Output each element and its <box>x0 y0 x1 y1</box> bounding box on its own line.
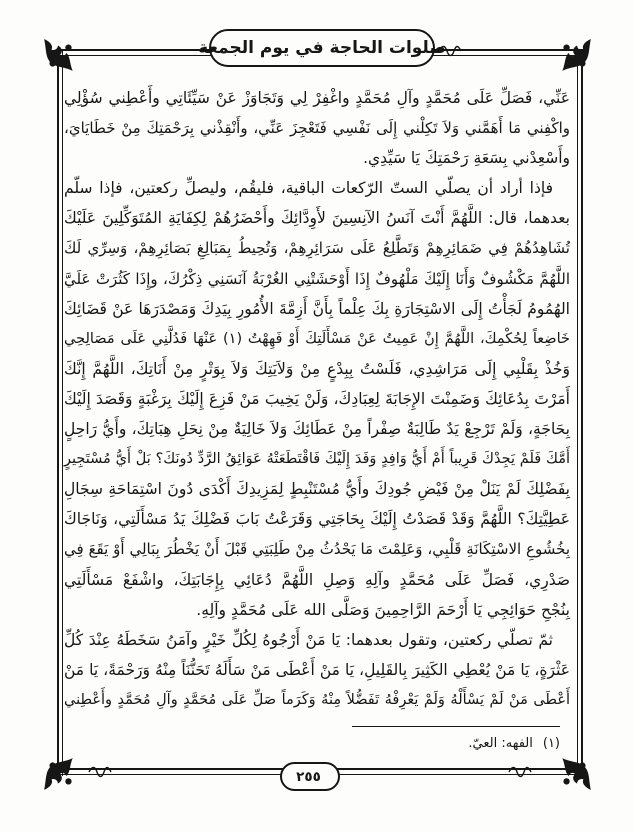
footnote-separator <box>352 726 560 727</box>
page-number-cartouche <box>280 762 340 791</box>
text-line: صَدْرِي، فَصَلِّ عَلَى مُحَمَّدٍ وآلِهِ وَصِلِ اللَّهُمَّ دُعَائِي بِإِجَابَتِكَ، واشْفَعْ مَسْأَلَتِي <box>64 570 570 589</box>
text-line: عَثْرَةٍ، يَا مَنْ يُعْطِي الكَثِيرَ بِالقَلِيلِ، يَا مَنْ أَعْطَى مَنْ سَأَلَهُ تَحَنُّنَاً مِنْهُ وَرَحْمَةً، يَا مَنْ <box>64 660 570 679</box>
text-line: واكْفِني مَا أَهَمَّني وَلاَ تَكِلْني إِلَى نَفْسِي فَتَعْجِزَ عَنِّي، وأَنْقِذْني بِرَحْمَتِكَ مِنْ خَطَايَايَ، <box>64 119 570 138</box>
page-title: صلوات الحاجة في يوم الجمعة <box>198 37 446 58</box>
text-line: فإذا أراد أن يصلّي الستّ الرّكعات الباقية، فليقُم، وليصلِّ ركعتين، فإذا سلّم <box>64 179 553 198</box>
floral-corner-ornament-icon <box>556 755 594 793</box>
ribbon-squiggle-icon <box>508 765 532 778</box>
chapter-title-cartouche <box>198 29 446 67</box>
floral-corner-ornament-icon <box>41 36 79 74</box>
body-text <box>64 83 570 715</box>
text-line: الهُمُومُ لَجَأْتُ إِلَى الاسْتِجَارَةِ بِكَ عِلْماً بِأَنَّ أَزِمَّةَ الأُمُورِ بِيَدِكَ وَمَصْدَرَهَا عَنْ قَضَائِكَ <box>64 299 570 318</box>
text-line: عَنِّي، فَصَلِّ عَلَى مُحَمَّدٍ وآلِ مُحَمَّدٍ واغْفِرْ لِي وَتَجَاوَزْ عَنْ سَيِّئَاتِي وأَعْطِني سُؤْلِي <box>64 89 570 107</box>
footnote <box>468 736 560 751</box>
page-number: ٢٥٥ <box>296 768 321 785</box>
ribbon-squiggle-icon <box>88 765 112 778</box>
text-line: أَمَّكَ فَلَمْ يَجِدْكَ قَرِيباً أَمْ أَيُّ وَافِدٍ وَفَدَ إِلَيْكَ فَاقْتَطَعَتْهُ عَوَائِقُ الرَّدِّ دُونَكَ؟ بَلْ أَيُّ مُسْتَجِيرٍ <box>64 451 570 468</box>
text-line: خَاضِعاً لِحُكْمِكَ، اللَّهُمَّ إِنْ عَمِيتُ عَنْ مَسْأَلَتِكَ أَوْ فَهِهْتُ (١) عَنْهَا فَدُلَّنِي عَلَى مَصَالِحِي <box>64 330 570 347</box>
text-line: أَمَرْتَ بِدُعَائِكَ وَضَمِنْتَ الإِجَابَةَ لِعِبَادِكَ، وَلَنْ يَخِيبَ مَنْ فَزِعَ إِلَيْكَ بِرَغْبَةٍ وَقَصَدَ إِلَيْكَ <box>64 389 570 408</box>
text-line: وَخُذْ بِقَلْبِي إِلَى مَرَاشِدِي، فَلَسْتُ بِبِدْعٍ مِنْ وَلاَيَتِكَ وَلاَ بِوَتْرٍ مِنْ أَنَاتِكَ، اللَّهُمَّ إِنَّكَ <box>64 359 570 378</box>
text-line: بِحَاجَةٍ، وَلَمْ تَرْجِعْ يَدٌ طَالِبَةٌ صِفْراً مِنْ عَطَائِكَ وَلاَ خَالِيَةٌ مِنْ نِحَلِ هِبَاتِكَ، وأَيُّ رَاحِلٍ <box>64 420 570 439</box>
text-line: ثمّ تصلّي ركعتين، وتقول بعدهما: يَا مَنْ أَرْجُوهُ لِكُلِّ خَيْرٍ وآمَنُ سَخَطَهُ عِنْدَ كُلِّ <box>64 630 553 649</box>
frame-left-border <box>57 50 63 776</box>
text-line: بِفَضْلِكَ لَمْ يَنَلْ مِنْ فَيْضِ جُودِكَ وأَيُّ مُسْتَنْبِطٍ لِمَزِيدِكَ أَكْدَى دُونَ اسْتِمَاحَةِ سِجَالِ <box>64 480 570 499</box>
text-line: بِنُجْحِ حَوَائِجِي يَا أَرْحَمَ الرَّاحِمِينَ وَصَلَّى الله عَلَى مُحَمَّدٍ وآلِهِ. <box>196 600 570 619</box>
floral-corner-ornament-icon <box>41 755 79 793</box>
floral-corner-ornament-icon <box>556 36 594 74</box>
text-line: عَطِيَّتِكَ؟ اللَّهُمَّ وَقَدْ قَصَدْتُ إِلَيْكَ بِحَاجَتِي وَقَرَعْتُ بَابَ فَضْلِكَ يَدُ مَسْأَلَتِي، وَنَاجَاكَ <box>64 510 570 529</box>
text-line: تُشَاهِدُهُمْ فِي ضَمَائِرِهِمْ وَتَطَّلِعُ عَلَى سَرَائِرِهِمْ، وَتُحِيطُ بِمَبَالِغِ بَصَائِرِهِمْ، وَسِرِّي لَكَ <box>64 239 570 258</box>
text-line: وأَسْعِدْني بِسَعَةِ رَحْمَتِكَ يَا سَيِّدِي. <box>363 149 570 168</box>
footnote-marker: (١) <box>542 736 560 751</box>
text-line: اللَّهُمَّ مَكْشُوفٌ وَأَنَا إِلَيْكَ مَلْهُوفٌ إِذَا أَوْحَشَتْنِي الغُرْبَةُ آنَسَنِي ذِكْرُكَ، وإِذَا كَثُرَتْ عَلَيَّ <box>64 269 570 288</box>
text-line: بِخُشُوعِ الاسْتِكَانَةِ قَلْبِي، وَعَلِمْتَ مَا يَحْدُثُ مِنْ طَلِبَتِي قَبْلَ أَنْ يَخْطُرَ بِبَالِي أَوْ يَقَعَ فِي <box>64 540 570 559</box>
frame-right-border <box>577 50 583 776</box>
text-line: أَعْطَى مَنْ لَمْ يَسْأَلْهُ وَلَمْ يَعْرِفْهُ تَفَضُّلاً مِنْهُ وَكَرَماً صَلِّ عَلَى مُحَمَّدٍ وآلِ مُحَمَّدٍ وأَعْطِني <box>64 691 570 708</box>
footnote-text: الفهه: العيّ. <box>468 736 533 751</box>
text-line: بعدهما، قال: اللَّهُمَّ أَنْتَ آنَسُ الآنِسِينَ لأَوِدَّائِكَ وأَحْضَرُهُمْ لِكِفَايَةِ المُتَوَكِّلِينَ عَلَيْكَ <box>64 209 570 228</box>
